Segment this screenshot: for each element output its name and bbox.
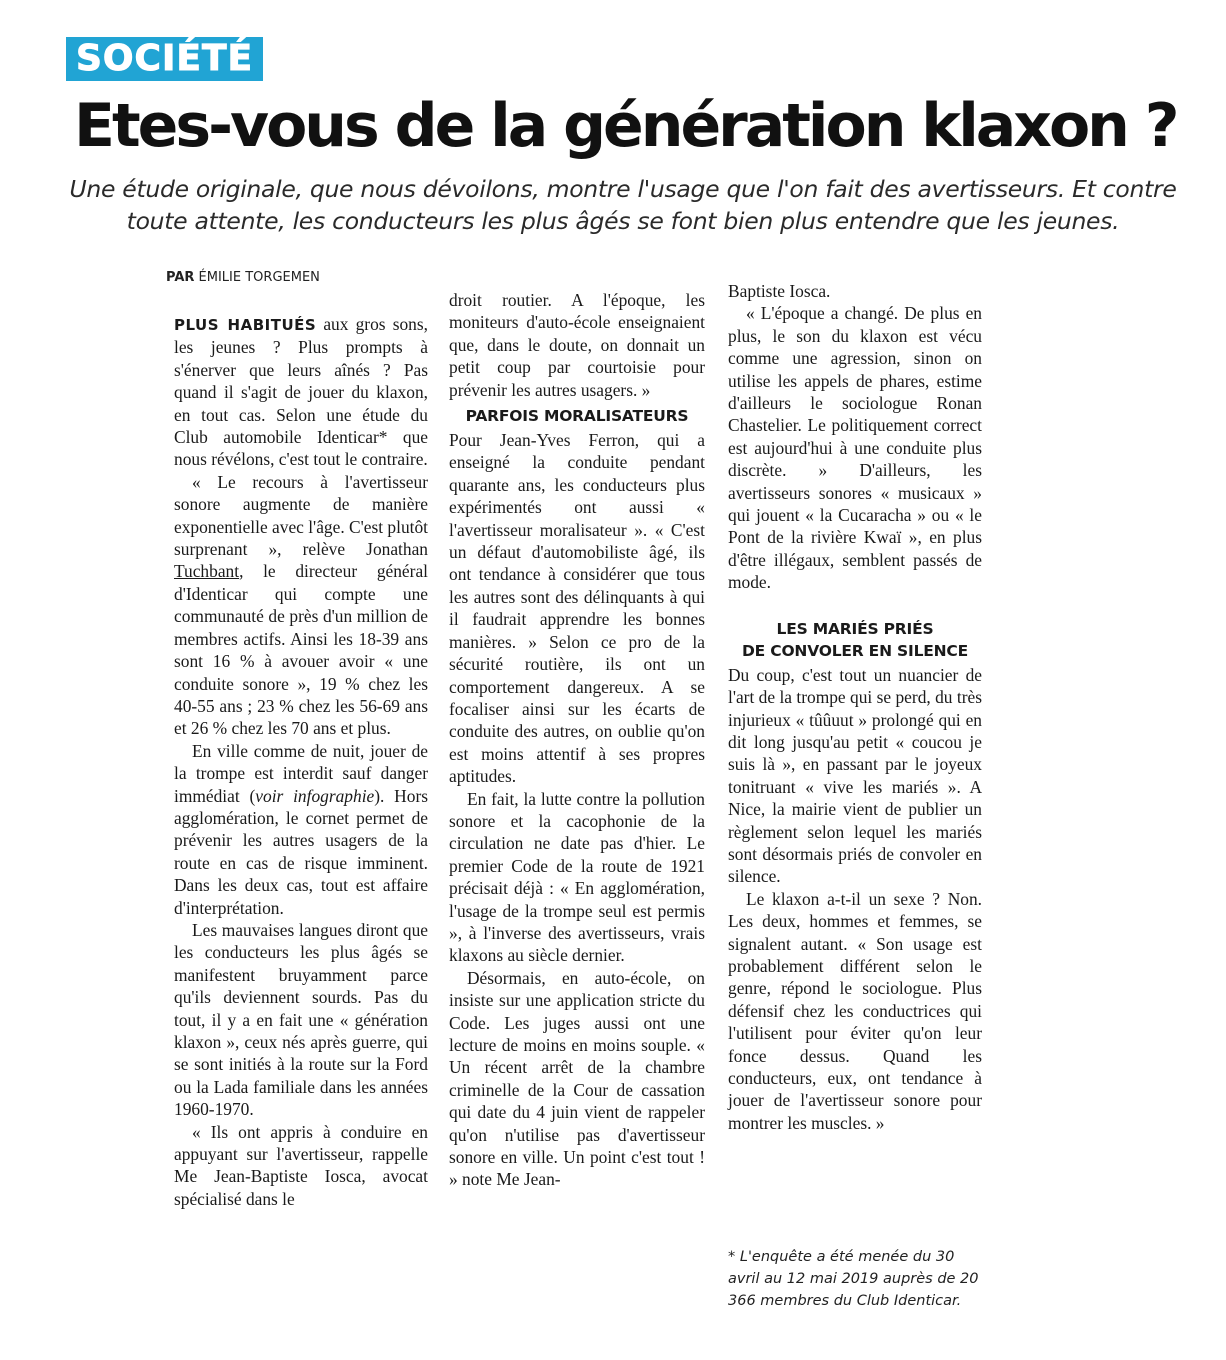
byline-author: ÉMILIE TORGEMEN [198,270,320,285]
person-name: Tuchbant [174,561,240,582]
lead-in: PLUS HABITUÉS [174,316,317,334]
paragraph: « L'époque a changé. De plus en plus, le son du klaxon est vécu comme une agression, sinon on utilise les appels de phares, estime d'ailleurs le sociologue Ronan Chastelier. Le politiquement correct est aujourd'hui à une conduite plus discrète. » D'ailleurs, les avertisseurs sonores « musicaux » qui jouent « la Cucaracha » ou « le Pont de la rivière Kwaï », en plus d'être illégaux, semblent passés de mode. [728,303,982,593]
paragraph-intro [174,313,428,471]
paragraph: Désormais, en auto-école, on insiste sur une application stricte du Code. Les juges aussi ont une lecture de moins en moins souple. « Un récent arrêt de la chambre criminelle de la Cour de cassation qui date du 4 juin vient de rappeler qu'on n'utilise pas d'avertisseur sonore en ville. Un point c'est tout ! » note Me Jean- [449,967,705,1190]
paragraph: Les mauvaises langues diront que les conducteurs les plus âgés se manifestent bruyamment parce qu'ils deviennent sourds. Pas du tout, il y a en fait une « génération klaxon », ceux nés après guerre, qui se sont initiés à la route sur la Ford ou la Lada familiale dans les années 1960-1970. [174,919,428,1120]
subheading [728,618,982,662]
paragraph: Le klaxon a-t-il un sexe ? Non. Les deux, hommes et femmes, se signalent autant. « Son usage est probablement différent selon le genre, répond le sociologue. Plus défensif chez les conductrices qui l'utilisent pour éviter qu'on leur fonce dessus. Quand les conducteurs, eux, ont tendance à jouer de l'avertisseur sonore pour montrer les muscles. » [728,888,982,1133]
section-rubric: SOCIÉTÉ [66,37,263,81]
paragraph-text: « Le recours à l'avertisseur sonore augmente de manière exponentielle avec l'âge. C'est plutôt surprenant », relève Jonathan [174,471,428,560]
survey-footnote: * L'enquête a été menée du 30 avril au 12 mai 2019 auprès de 20 366 membres du Club Identicar. [728,1249,979,1309]
paragraph: Du coup, c'est tout un nuancier de l'art de la trompe qui se perd, du très injurieux « tûûuut » prolongé qui en dit long jusqu'au petit « coucou je suis là », en passant par le joyeux tonitruant « vive les mariés ». A Nice, la mairie vient de publier un règlement selon lequel les mariés sont désormais priés de convoler en silence. [728,664,982,887]
subheading-line: LES MARIÉS PRIÉS [776,619,934,638]
paragraph-text: En ville comme de nuit, jouer de la trompe est interdit sauf danger immédiat ( [174,740,428,806]
byline [166,270,320,285]
subheading-line: DE CONVOLER EN SILENCE [742,641,968,660]
paragraph: En fait, la lutte contre la pollution sonore et la cacophonie de la circulation ne date pas d'hier. Le premier Code de la route de 1921 précisait déjà : « En agglomération, l'usage de la trompe seul est permis », à l'inverse des avertisseurs, vrais klaxons au siècle dernier. [449,788,705,966]
infographic-reference: voir infographie [255,785,375,806]
paragraph: Baptiste Iosca. [728,281,831,301]
subheading: PARFOIS MORALISATEURS [465,407,689,426]
article-column-2 [449,289,705,1191]
paragraph-text: , le directeur général d'Identicar qui compte une communauté de près d'un million de membres actifs. Ainsi les 18-39 ans sont 16 % à avouer avoir « une conduite sonore », 19 % chez les 40-55 ans ; 23 % chez les 56-69 ans et 26 % chez les 70 ans et plus. [174,561,428,739]
paragraph: droit routier. A l'époque, les moniteurs d'auto-école enseignaient que, dans le doute, on donnait un petit coup par courtoisie pour prévenir les autres usagers. » [449,290,705,400]
article-column-1 [174,313,428,1210]
paragraph-text: ). Hors agglomération, le cornet permet de prévenir les autres usagers de la route en cas de risque imminent. Dans les deux cas, tout est affaire d'interprétation. [174,785,428,918]
paragraph [174,740,428,919]
paragraph: « Ils ont appris à conduire en appuyant sur l'avertisseur, rappelle Me Jean-Baptiste Iosca, avocat spécialisé dans le [174,1121,428,1209]
paragraph: Pour Jean-Yves Ferron, qui a enseigné la conduite pendant quarante ans, les conducteurs plus expérimentés ont aussi « l'avertisseur moralisateur ». « C'est un défaut d'automobiliste âgé, ils ont tendance à considérer que tous les autres sont des délinquants à qui il faudrait apprendre les bonnes manières. » Selon ce pro de la sécurité routière, ils ont un comportement dangereux. A se focaliser ainsi sur les écarts de conduite des autres, on oublie qu'on est moins attentif à ses propres aptitudes. [449,430,705,787]
byline-prefix: PAR [166,270,195,285]
paragraph-text: aux gros sons, les jeunes ? Plus prompts à s'énerver que leurs aînés ? Pas quand il s'agit de jouer du klaxon, en tout cas. Selon une étude du Club automobile Identicar* que nous révélons, c'est tout le contraire. [174,314,428,470]
article-headline: Etes-vous de la génération klaxon ? [74,91,1177,161]
article-column-3 [728,280,982,1134]
article-deck: Une étude originale, que nous dévoilons, montre l'usage que l'on fait des avertisseurs. Et contre toute attente, les conducteurs les plus âgés se font bien plus entendre que les jeunes. [69,175,1177,235]
paragraph [174,471,428,740]
